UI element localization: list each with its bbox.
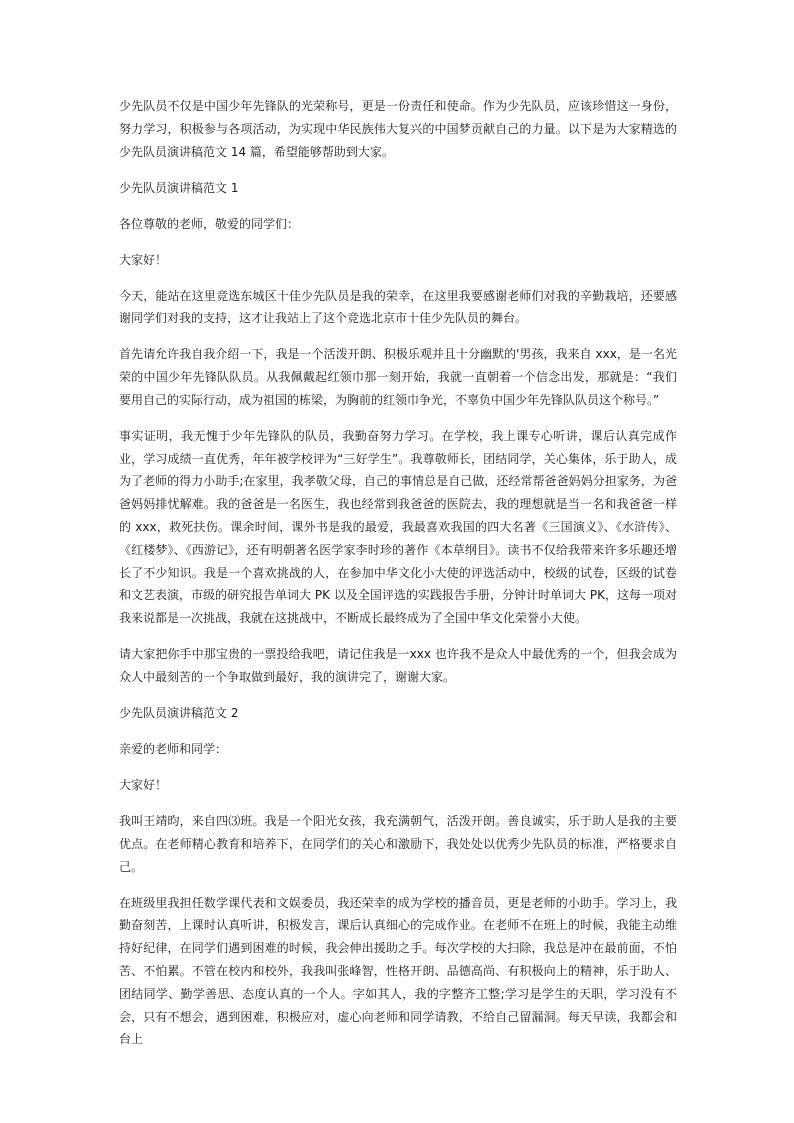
body-paragraph: 首先请允许我自我介绍一下，我是一个活泼开朗、积极乐观并且十分幽默的'男孩，我来自 xxx，是一名光荣的中国少年先锋队队员。从我佩戴起红领巾那一刻开始，我就一直朝着一个信念出发，那就是：“我们要用自己的实际行动，成为祖国的栋梁，为胸前的红领巾争光，不辜负中国少年先锋队队员这个称号。” (119, 347, 677, 407)
document-body (119, 95, 677, 1064)
body-paragraph: 在班级里我担任数学课代表和文娱委员，我还荣幸的成为学校的播音员，更是老师的小助手。学习上，我勤奋刻苦，上课时认真听讲，积极发言，课后认真细心的完成作业。在老师不在班上的时候，我能主动维持好纪律，在同学们遇到困难的时候，我会伸出援助之手。每次学校的大扫除，我总是冲在最前面，不怕苦、不怕累。不管在校内和校外，我我叫张峰智，性格开朗、品德高尚、有积极向上的精神，乐于助人、团结同学、勤学善思、态度认真的一个人。字如其人，我的字整齐工整;学习是学生的天职，学习没有不会，只有不想会，遇到困难，积极应对，虚心向老师和同学请教，不给自己留漏洞。每天早读，我都会和台上 (119, 895, 677, 1047)
greeting: 大家好！ (119, 252, 168, 267)
body-paragraph: 事实证明，我无愧于少年先锋队的队员，我勤奋努力学习。在学校，我上课专心听讲，课后认真完成作业，学习成绩一直优秀，年年被学校评为“三好学生”。我尊敬师长，团结同学，关心集体，乐于助人，成为了老师的得力小助手;在家里，我孝敬父母，自己的事情总是自己做，还经常帮爸爸妈妈分担家务，为爸爸妈妈排忧解难。我的爸爸是一名医生，我也经常到我爸爸的医院去，我的理想就是当一名和我爸爸一样的 xxx，救死扶伤。课余时间，课外书是我的最爱，我最喜欢我国的四大名著《三国演义》、《水浒传》、《红楼梦》、《西游记》，还有明朝著名医学家李时珍的著作《本草纲目》。读书不仅给我带来许多乐趣还增长了不少知识。我是一个喜欢挑战的人，在参加中华文化小大使的评选活动中，校级的试卷，区级的试卷和文艺表演，市级的研究报告单词大 PK 以及全国评选的实践报告手册，分钟计时单词大 PK，这每一项对我来说都是一次挑战，我就在这挑战中，不断成长最终成为了全国中华文化荣誉小大使。 (119, 428, 677, 626)
body-paragraph: 我叫王靖昀，来自四⑶班。我是一个阳光女孩，我充满朝气，活泼开朗。善良诚实，乐于助人是我的主要优点。在老师精心教育和培养下，在同学们的关心和激励下，我处处以优秀少先队员的标准，严格要求自己。 (119, 813, 677, 874)
salutation: 各位尊敬的老师，敬爱的同学们： (119, 216, 300, 231)
greeting: 大家好！ (119, 778, 168, 792)
section-heading-2: 少先队员演讲稿范文 2 (119, 706, 239, 721)
body-paragraph: 请大家把你手中那宝贵的一票投给我吧，请记住我是一xxx 也许我不是众人中最优秀的一个，但我会成为众人中最刻苦的一个争取做到最好，我的演讲完了，谢谢大家。 (119, 647, 677, 685)
section-heading-1: 少先队员演讲稿范文 1 (119, 180, 239, 195)
intro-paragraph: 少先队员不仅是中国少年先锋队的光荣称号，更是一份责任和使命。作为少先队员，应该珍惜这一身份，努力学习，积极参与各项活动，为实现中华民族伟大复兴的中国梦贡献自己的力量。以下是为大家精选的少先队员演讲稿范文 14 篇，希望能够帮助到大家。 (119, 99, 677, 159)
body-paragraph: 今天，能站在这里竞选东城区十佳少先队员是我的荣幸，在这里我要感谢老师们对我的辛勤栽培，还要感谢同学们对我的支持，这才让我站上了这个竞选北京市十佳少先队员的舞台。 (119, 288, 677, 326)
salutation: 亲爱的老师和同学： (119, 742, 228, 757)
